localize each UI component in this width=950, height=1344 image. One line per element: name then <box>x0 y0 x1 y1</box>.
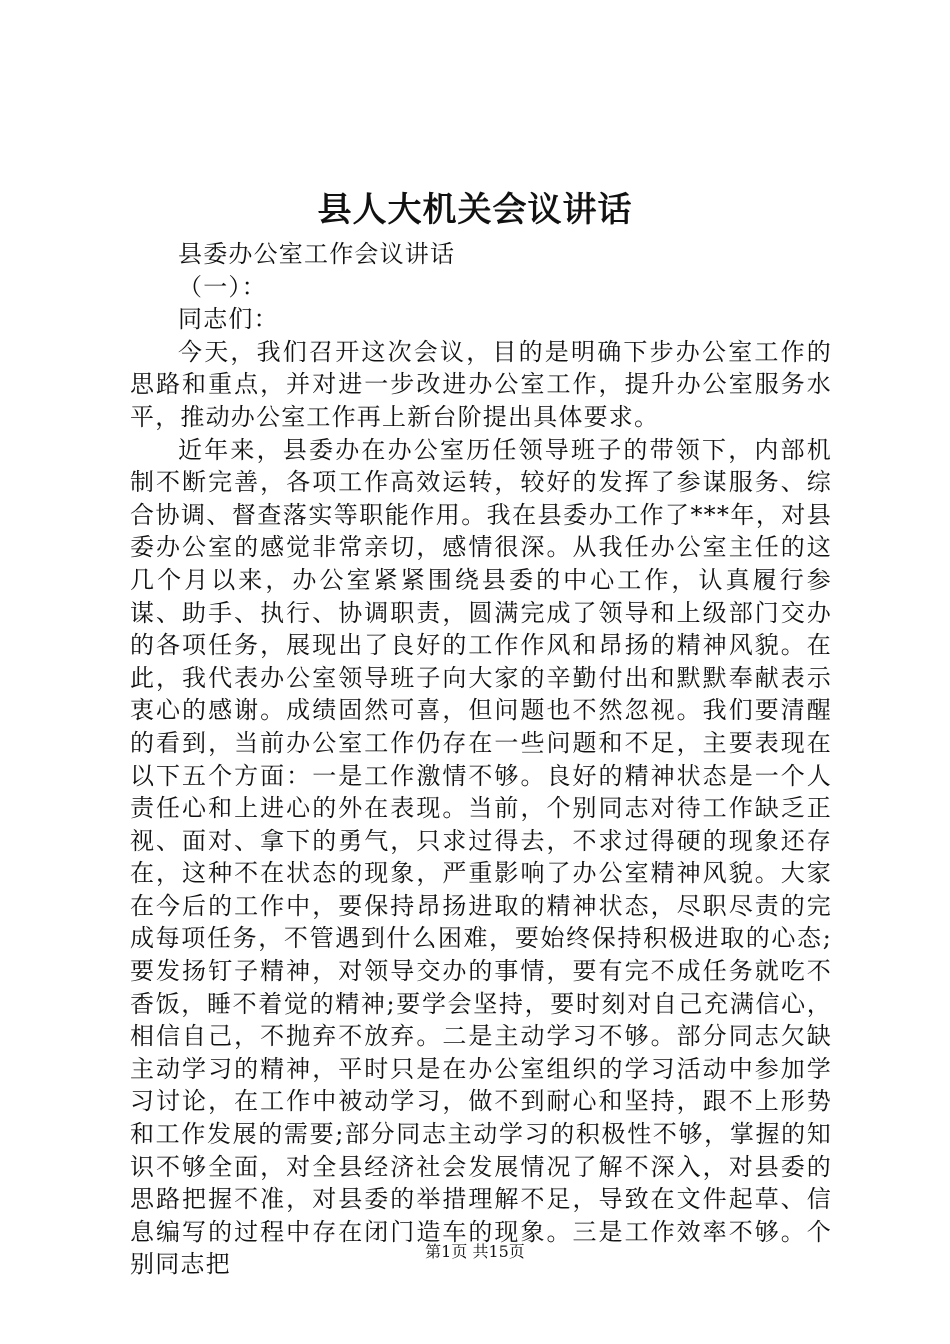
subtitle-paragraph: 县委办公室工作会议讲话 <box>178 240 456 268</box>
document-body <box>130 238 832 1281</box>
document-title: 县人大机关会议讲话 <box>317 190 633 230</box>
main-paragraph: 近年来，县委办在办公室历任领导班子的带领下，内部机制不断完善，各项工作高效运转，较好的发挥了参谋服务、综合协调、督查落实等职能作用。我在县委办工作了***年，对县委办公室的感觉非常亲切，感情很深。从我任办公室主任的这几个月以来，办公室紧紧围绕县委的中心工作，认真履行参谋、助手、执行、协调职责，圆满完成了领导和上级部门交办的各项任务，展现出了良好的工作作风和昂扬的精神风貌。在此，我代表办公室领导班子向大家的辛勤付出和默默奉献表示衷心的感谢。成绩固然可喜，但问题也不然忽视。我们要清醒的看到，当前办公室工作仍存在一些问题和不足，主要表现在以下五个方面：一是工作激情不够。良好的精神状态是一个人责任心和上进心的外在表现。当前，个别同志对待工作缺乏正视、面对、拿下的勇气，只求过得去，不求过得硬的现象还存在，这种不在状态的现象，严重影响了办公室精神风貌。大家在今后的工作中，要保持昂扬进取的精神状态，尽职尽责的完成每项任务，不管遇到什么困难，要始终保持积极进取的心态;要发扬钉子精神，对领导交办的事情，要有完不成任务就吃不香饭，睡不着觉的精神;要学会坚持，要时刻对自己充满信心，相信自己，不抛弃不放弃。二是主动学习不够。部分同志欠缺主动学习的精神，平时只是在办公室组织的学习活动中参加学习讨论，在工作中被动学习，做不到耐心和坚持，跟不上形势和工作发展的需要;部分同志主动学习的积极性不够，掌握的知识不够全面，对全县经济社会发展情况了解不深入，对县委的思路把握不准，对县委的举措理解不足，导致在文件起草、信息编写的过程中存在闭门造车的现象。三是工作效率不够。个别同志把 <box>130 435 832 1279</box>
salutation-paragraph: 同志们： <box>178 305 279 334</box>
page-footer: 第1页 共15页 <box>425 1242 525 1261</box>
section-number-paragraph: （一）： <box>178 272 267 301</box>
intro-paragraph: 今天，我们召开这次会议，目的是明确下步办公室工作的思路和重点，并对进一步改进办公室工作，提升办公室服务水平，推动办公室工作再上新台阶提出具体要求。 <box>130 337 832 431</box>
